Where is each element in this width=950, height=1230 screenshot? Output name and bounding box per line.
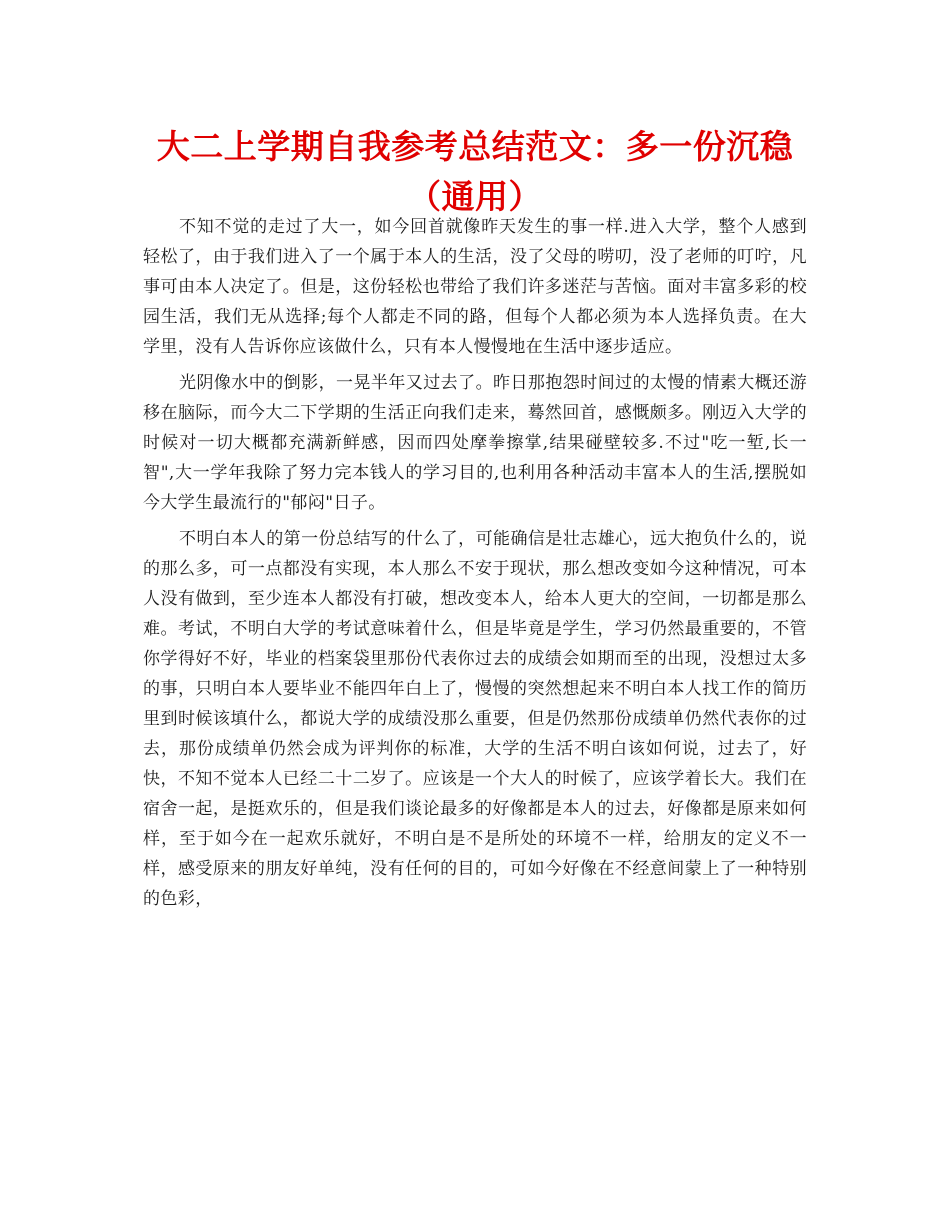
paragraph-2: 光阴像水中的倒影，一晃半年又过去了。昨日那抱怨时间过的太慢的情素大概还游移在脑际，而今大二下学期的生活正向我们走来，蓦然回首，感慨颇多。刚迈入大学的时候对一切大概都充满新鲜感，因而四处摩拳擦掌,结果碰壁较多.不过"吃一堑,长一智",大一学年我除了努力完本钱人的学习目的,也利用各种活动丰富本人的生活,摆脱如今大学生最流行的"郁闷"日子。	[143, 373, 807, 513]
paragraph-3: 不明白本人的第一份总结写的什么了，可能确信是壮志雄心，远大抱负什么的，说的那么多，可一点都没有实现，本人那么不安于现状，那么想改变如今这种情况，可本人没有做到，至少连本人都没有打破，想改变本人，给本人更大的空间，一切都是那么难。考试，不明白大学的考试意味着什么，但是毕竟是学生，学习仍然最重要的，不管你学得好不好，毕业的档案袋里那份代表你过去的成绩会如期而至的出现，没想过太多的事，只明白本人要毕业不能四年白上了，慢慢的突然想起来不明白本人找工作的简历里到时候该填什么，都说大学的成绩没那么重要，但是仍然那份成绩单仍然代表你的过去，那份成绩单仍然会成为评判你的标准，大学的生活不明白该如何说，过去了，好快，不知不觉本人已经二十二岁了。应该是一个大人的时候了，应该学着长大。我们在宿舍一起，是挺欢乐的，但是我们谈论最多的好像都是本人的过去，好像都是原来如何样，至于如今在一起欢乐就好，不明白是不是所处的环境不一样，给朋友的定义不一样，感受原来的朋友好单纯，没有任何的目的，可如今好像在不经意间蒙上了一种特别的色彩，	[143, 529, 807, 909]
paragraph-1: 不知不觉的走过了大一，如今回首就像昨天发生的事一样.进入大学，整个人感到轻松了，由于我们进入了一个属于本人的生活，没了父母的唠叨，没了老师的叮咛，凡事可由本人决定了。但是，这份轻松也带给了我们许多迷茫与苦恼。面对丰富多彩的校园生活，我们无从选择;每个人都走不同的路，但每个人都必须为本人选择负责。在大学里，没有人告诉你应该做什么，只有本人慢慢地在生活中逐步适应。	[143, 217, 807, 357]
document-title: 大二上学期自我参考总结范文：多一份沉稳（通用）	[156, 127, 794, 216]
document-body	[143, 212, 807, 914]
